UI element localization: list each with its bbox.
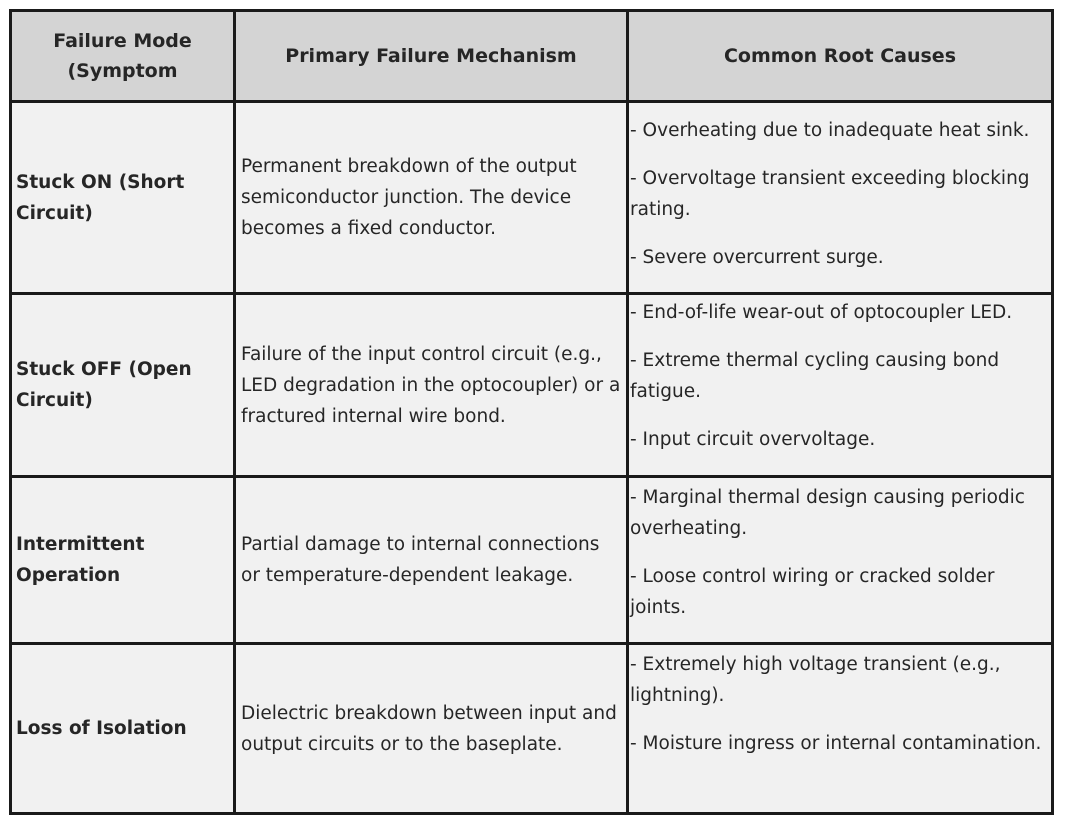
table-header-row xyxy=(11,11,1053,102)
root-causes-cell xyxy=(628,644,1053,814)
header-root-causes: Common Root Causes xyxy=(628,11,1053,102)
table-row xyxy=(11,102,1053,294)
table-row xyxy=(11,644,1053,814)
mechanism-cell: Dielectric breakdown between input and output circuits or to the baseplate. xyxy=(235,644,628,814)
root-cause-item: - Overheating due to inadequate heat sink. xyxy=(630,120,1030,141)
failure-mode-cell: Loss of Isolation xyxy=(11,644,235,814)
root-cause-item: - Severe overcurrent surge. xyxy=(630,247,884,268)
root-cause-item: - Extreme thermal cycling causing bond fatigue. xyxy=(630,350,1000,402)
failure-mode-table xyxy=(9,9,1054,815)
failure-mode-cell: Stuck ON (Short Circuit) xyxy=(11,102,235,294)
mechanism-cell: Partial damage to internal connections or temperature-dependent leakage. xyxy=(235,477,628,644)
root-cause-item: - Overvoltage transient exceeding blocking rating. xyxy=(630,168,1030,220)
mechanism-cell: Failure of the input control circuit (e.g., LED degradation in the optocoupler) or a fractured internal wire bond. xyxy=(235,294,628,477)
failure-mode-cell: Intermittent Operation xyxy=(11,477,235,644)
root-causes-cell xyxy=(628,294,1053,477)
root-cause-item: - Input circuit overvoltage. xyxy=(630,429,876,450)
root-cause-item: - Marginal thermal design causing periodic overheating. xyxy=(630,487,1025,539)
header-mechanism: Primary Failure Mechanism xyxy=(235,11,628,102)
root-causes-cell xyxy=(628,477,1053,644)
root-cause-item: - Moisture ingress or internal contamination. xyxy=(630,733,1042,754)
header-failure-mode: Failure Mode (Symptom xyxy=(11,11,235,102)
failure-mode-cell: Stuck OFF (Open Circuit) xyxy=(11,294,235,477)
mechanism-cell: Permanent breakdown of the output semiconductor junction. The device becomes a fixed conductor. xyxy=(235,102,628,294)
table-row xyxy=(11,477,1053,644)
root-cause-item: - End-of-life wear-out of optocoupler LED. xyxy=(630,302,1013,323)
table-row xyxy=(11,294,1053,477)
failure-mode-table-container xyxy=(9,9,1051,812)
root-cause-item: - Loose control wiring or cracked solder joints. xyxy=(630,566,995,618)
root-cause-item: - Extremely high voltage transient (e.g., lightning). xyxy=(630,654,1001,706)
root-causes-cell xyxy=(628,102,1053,294)
